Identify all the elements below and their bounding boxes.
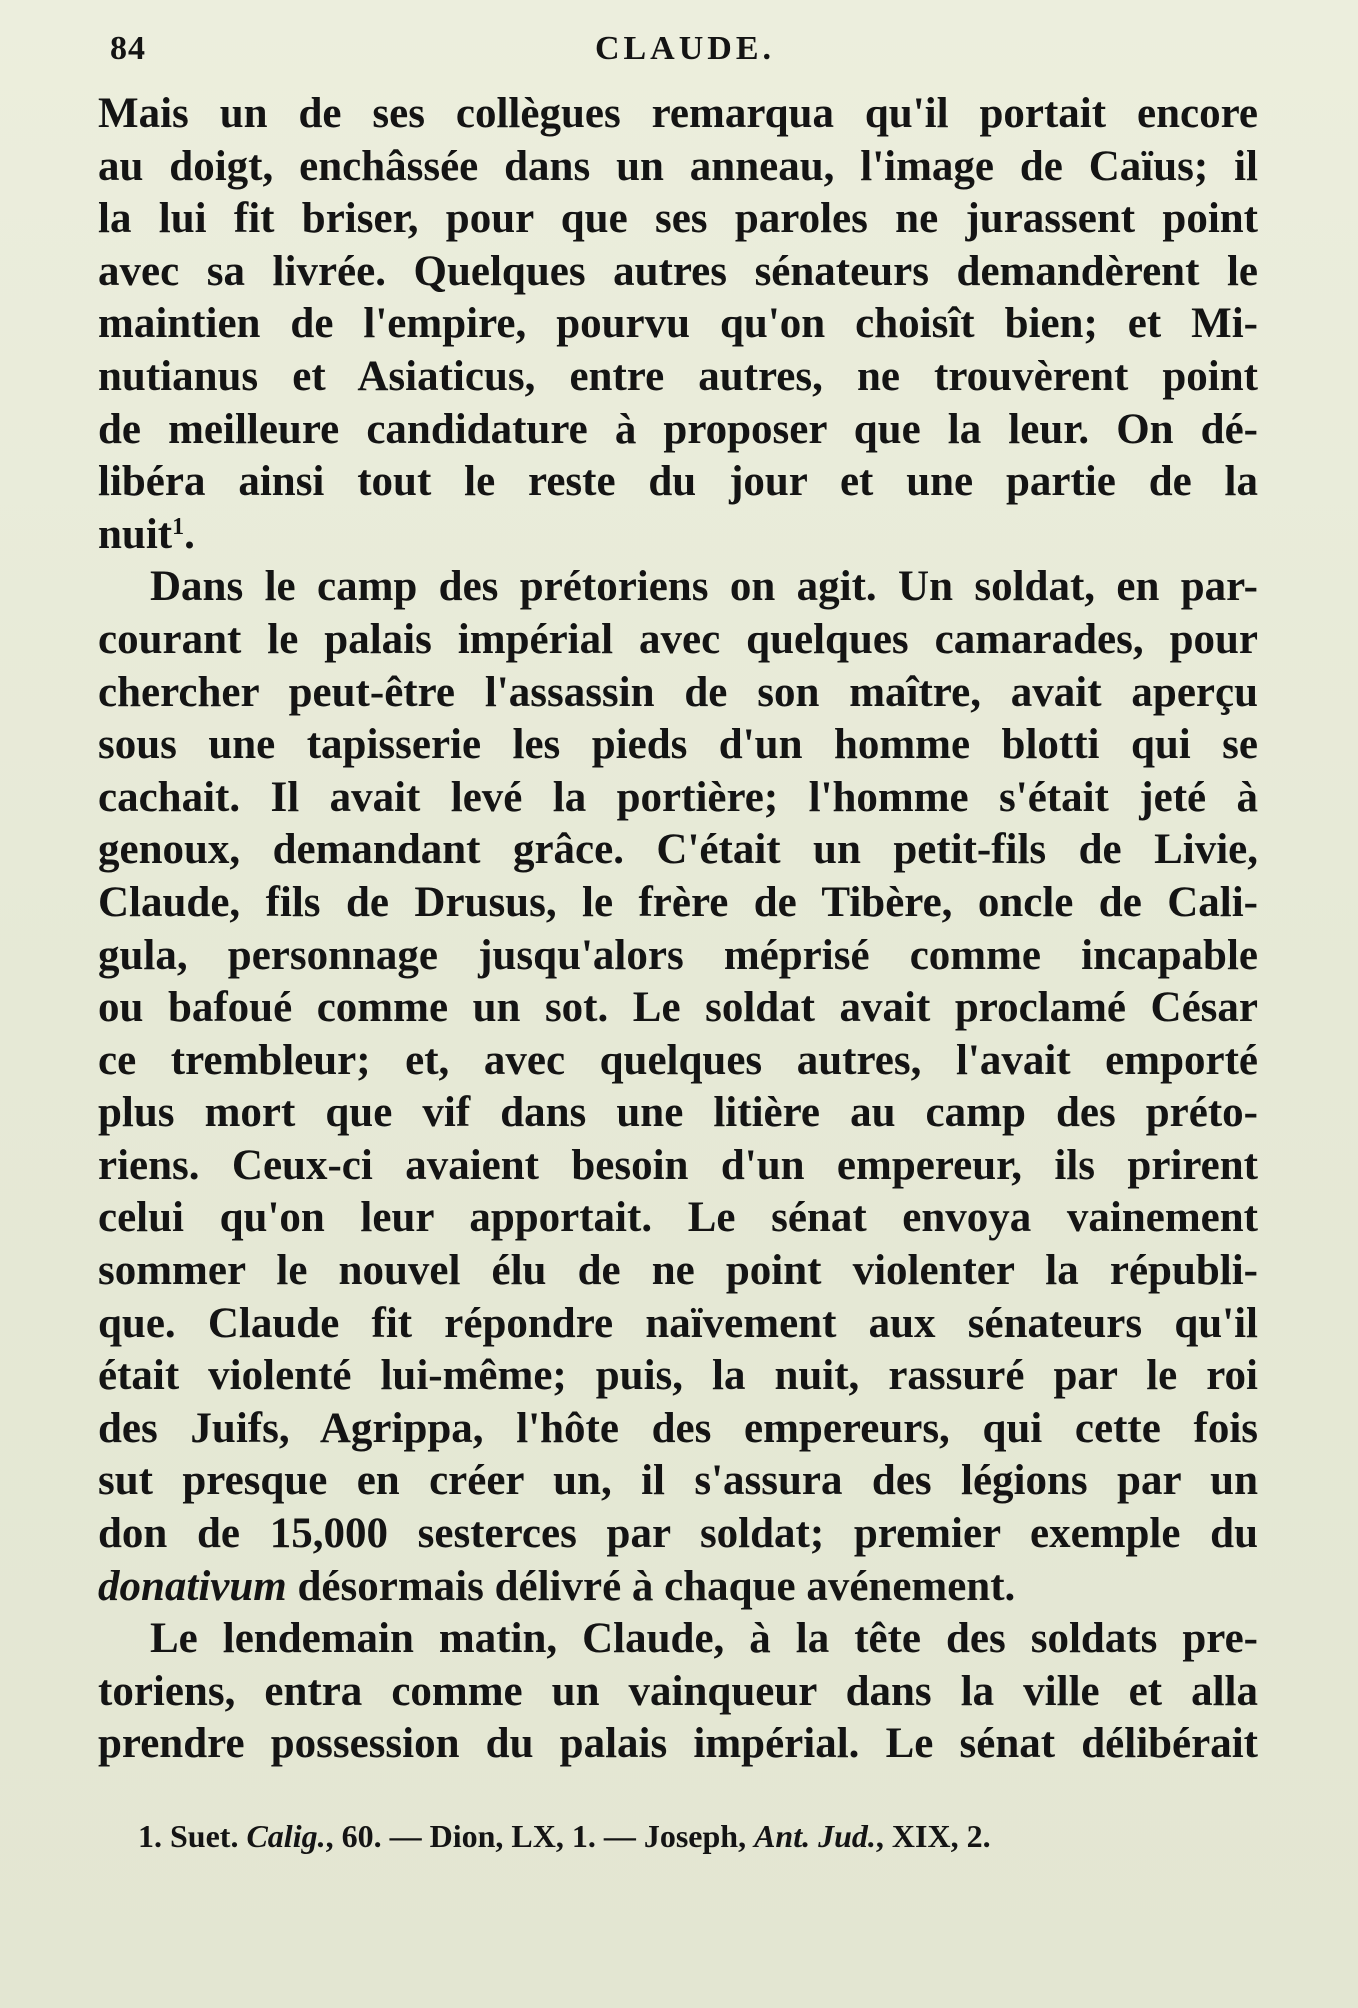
- text-line: que. Claude fit répondre naïvement aux sénateurs qu'il: [98, 1299, 1258, 1347]
- text-line: celui qu'on leur apportait. Le sénat envoya vainement: [98, 1194, 1258, 1242]
- footnote-number: 1.: [138, 1818, 162, 1854]
- text-line: gula, personnage jusqu'alors méprisé comme incapable: [98, 931, 1258, 979]
- text-line: sut presque en créer un, il s'assura des légions par un: [98, 1457, 1258, 1505]
- running-head: [110, 30, 1260, 70]
- body-text: [98, 88, 1258, 1771]
- running-title: CLAUDE.: [594, 30, 776, 67]
- text-line: ce trembleur; et, avec quelques autres, l'avait emporté: [98, 1036, 1258, 1084]
- text-line: riens. Ceux-ci avaient besoin d'un empereur, ils prirent: [98, 1141, 1258, 1189]
- text-line: Dans le camp des prétoriens on agit. Un soldat, en par-: [150, 563, 1258, 611]
- footnote-italic: Calig.: [246, 1818, 326, 1854]
- text-line: maintien de l'empire, pourvu qu'on choisît bien; et Mi-: [98, 300, 1258, 348]
- text-line: chercher peut-être l'assassin de son maître, avait aperçu: [98, 668, 1258, 716]
- text-line: sommer le nouvel élu de ne point violenter la républi-: [98, 1247, 1258, 1295]
- punctuation: .: [184, 510, 195, 558]
- footnote: [138, 1818, 1198, 1855]
- footnote-text: Suet.: [170, 1818, 239, 1854]
- text-line: courant le palais impérial avec quelques camarades, pour: [98, 615, 1258, 663]
- text-line: nutianus et Asiaticus, entre autres, ne trouvèrent point: [98, 352, 1258, 400]
- text-line: libéra ainsi tout le reste du jour et une partie de la: [98, 458, 1258, 506]
- footnote-text: , 60. — Dion, LX, 1. — Joseph,: [325, 1818, 747, 1854]
- text-line: Le lendemain matin, Claude, à la tête des soldats pre-: [150, 1615, 1258, 1663]
- text-line: au doigt, enchâssée dans un anneau, l'image de Caïus; il: [98, 142, 1258, 190]
- footnote-text: , XIX, 2.: [875, 1818, 991, 1854]
- text-line: plus mort que vif dans une litière au camp des préto-: [98, 1089, 1258, 1137]
- text-line: toriens, entra comme un vainqueur dans la ville et alla: [98, 1667, 1258, 1715]
- text-line: cachait. Il avait levé la portière; l'homme s'était jeté à: [98, 773, 1258, 821]
- text-line: Claude, fils de Drusus, le frère de Tibère, oncle de Cali-: [98, 878, 1258, 926]
- text-fragment: nuit: [98, 510, 173, 558]
- text-line: des Juifs, Agrippa, l'hôte des empereurs, qui cette fois: [98, 1404, 1258, 1452]
- text-line: de meilleure candidature à proposer que la leur. On dé-: [98, 405, 1258, 453]
- text-line: ou bafoué comme un sot. Le soldat avait proclamé César: [98, 984, 1258, 1032]
- footnote-marker: 1: [172, 513, 185, 540]
- text-line: don de 15,000 sesterces par soldat; premier exemple du: [98, 1510, 1258, 1558]
- text-line: Mais un de ses collègues remarqua qu'il portait encore: [98, 90, 1258, 137]
- text-line: la lui fit briser, pour que ses paroles ne jurassent point: [98, 195, 1258, 243]
- text-fragment: désormais délivré à chaque avénement.: [297, 1562, 1016, 1610]
- text-line: avec sa livrée. Quelques autres sénateurs demandèrent le: [98, 247, 1258, 295]
- text-line: [98, 509, 1258, 562]
- text-line: était violenté lui-même; puis, la nuit, rassuré par le roi: [98, 1352, 1258, 1400]
- italic-term: donativum: [98, 1562, 287, 1610]
- text-line: [98, 1561, 1258, 1614]
- text-line: sous une tapisserie les pieds d'un homme blotti qui se: [98, 721, 1258, 769]
- text-line: genoux, demandant grâce. C'était un petit-fils de Livie,: [98, 826, 1258, 874]
- page-number: 84: [110, 30, 146, 67]
- text-line: prendre possession du palais impérial. Le sénat délibérait: [98, 1720, 1258, 1768]
- footnote-italic: Ant. Jud.: [754, 1818, 876, 1854]
